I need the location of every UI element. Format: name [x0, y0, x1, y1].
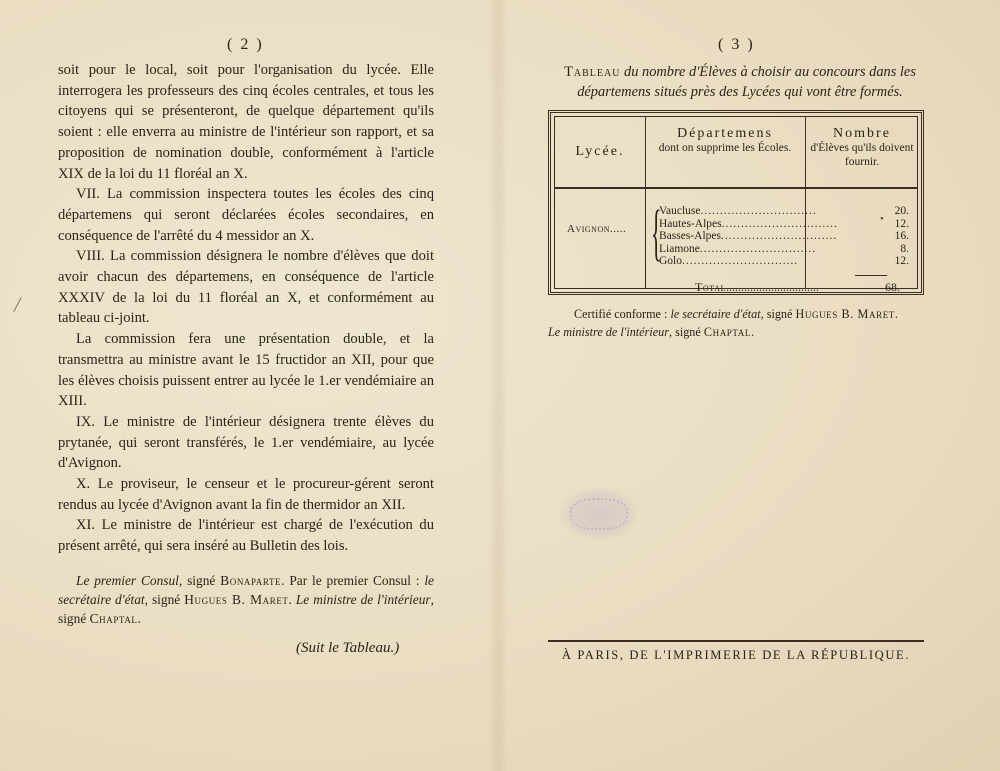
column-divider	[805, 117, 806, 288]
header-nombre: Nombre d'Élèves qu'ils doivent fournir.	[810, 126, 914, 168]
paragraph-article-vii: VII. La commission inspectera toutes les écoles des cinq départemens qui seront déclarées écoles secondaires, en conséquence de l'arrêté du 4 messidor an X.	[58, 186, 434, 244]
page-number-right: ( 3 )	[718, 36, 755, 53]
sum-rule	[855, 275, 887, 276]
paragraph-article-viii: VIII. La commission désignera le nombre d'élèves que doit avoir chacun des départemens, en conséquence de l'article XXXIV de la loi du 11 floréal an X, et conformément au tableau ci-joint.	[58, 248, 434, 327]
total-value: 68.	[885, 280, 900, 294]
count-cell: 12.	[894, 255, 909, 267]
page-number-left: ( 2 )	[227, 36, 264, 53]
page-gutter	[488, 0, 508, 771]
count-cell: 8.	[900, 242, 909, 255]
eleves-table	[548, 110, 924, 295]
paragraph-article-ix: IX. Le ministre de l'intérieur désignera trente élèves du prytanée, qui seront transférés, le 1.er vendémiaire, au lycée d'Avignon.	[58, 413, 434, 472]
suit-le-tableau-note: (Suit le Tableau.)	[296, 640, 400, 656]
header-departemens: Départemens dont on supprime les Écoles.	[658, 126, 792, 154]
margin-mark: •	[880, 213, 884, 225]
imprint-rule	[548, 640, 924, 642]
signature-block: Le premier Consul, signé Bonaparte. Par le premier Consul : le secrétaire d'état, signé Hugues B. Maret. Le ministre de l'intérieur, signé Chaptal.	[58, 572, 434, 626]
header-rule	[555, 187, 917, 189]
paragraph-opening: soit pour le local, soit pour l'organisation du lycée. Elle interrogera les professeurs des cinq écoles centrales, et tous les citoyens qui se présenteront, de quelque département qu'ils soient : elle enverra au ministre de l'intérieur son rapport, et sa proposition de nomination double, conformément à l'article XIX de la loi du 11 floréal an X.	[58, 62, 434, 182]
library-stamp	[560, 488, 638, 540]
count-cell: 16.	[894, 230, 909, 242]
total-label: Total...............................	[695, 280, 820, 294]
paragraph-presentation: La commission fera une présentation double, et la transmettra au ministre avant le 15 fructidor an XII, pour que les élèves choisis puissent entrer au lycée le 1.er vendémiaire an XIII.	[58, 331, 434, 410]
certification-block: Certifié conforme : le secrétaire d'état, signé Hugues B. Maret. Le ministre de l'intérieur, signé Chaptal.	[548, 307, 898, 339]
table-title: Tableau du nombre d'Élèves à choisir au concours dans les départemens situés près des Lycées qui vont être formés.	[564, 64, 916, 100]
paragraph-article-xi: XI. Le ministre de l'intérieur est chargé de l'exécution du présent arrêté, qui sera inséré au Bulletin des lois.	[58, 517, 434, 555]
table-row: Basses-Alpes ..............................	[659, 230, 838, 242]
paragraph-article-x: X. Le proviseur, le censeur et le procureur-gérent seront rendus au lycée d'Avignon avant la fin de thermidor an XII.	[58, 476, 434, 513]
column-divider	[645, 117, 646, 288]
brace-icon: {	[651, 199, 662, 267]
count-cell: 12.	[894, 217, 909, 230]
table-row: Golo ..............................	[659, 255, 799, 267]
table-row: Hautes-Alpes ..............................	[659, 217, 838, 230]
departement-list	[659, 205, 838, 268]
pen-mark: /	[14, 292, 21, 317]
left-page-body	[58, 60, 434, 628]
table-row: Vaucluse ..............................	[659, 205, 817, 217]
imprint-line: À PARIS, DE L'IMPRIMERIE DE LA RÉPUBLIQUE.	[561, 648, 911, 662]
count-list	[825, 205, 909, 268]
header-lycee: Lycée.	[575, 144, 625, 159]
table-row: Liamone ..............................	[659, 242, 817, 255]
lycee-avignon: Avignon.....	[567, 223, 627, 235]
count-cell: 20.	[894, 205, 909, 217]
